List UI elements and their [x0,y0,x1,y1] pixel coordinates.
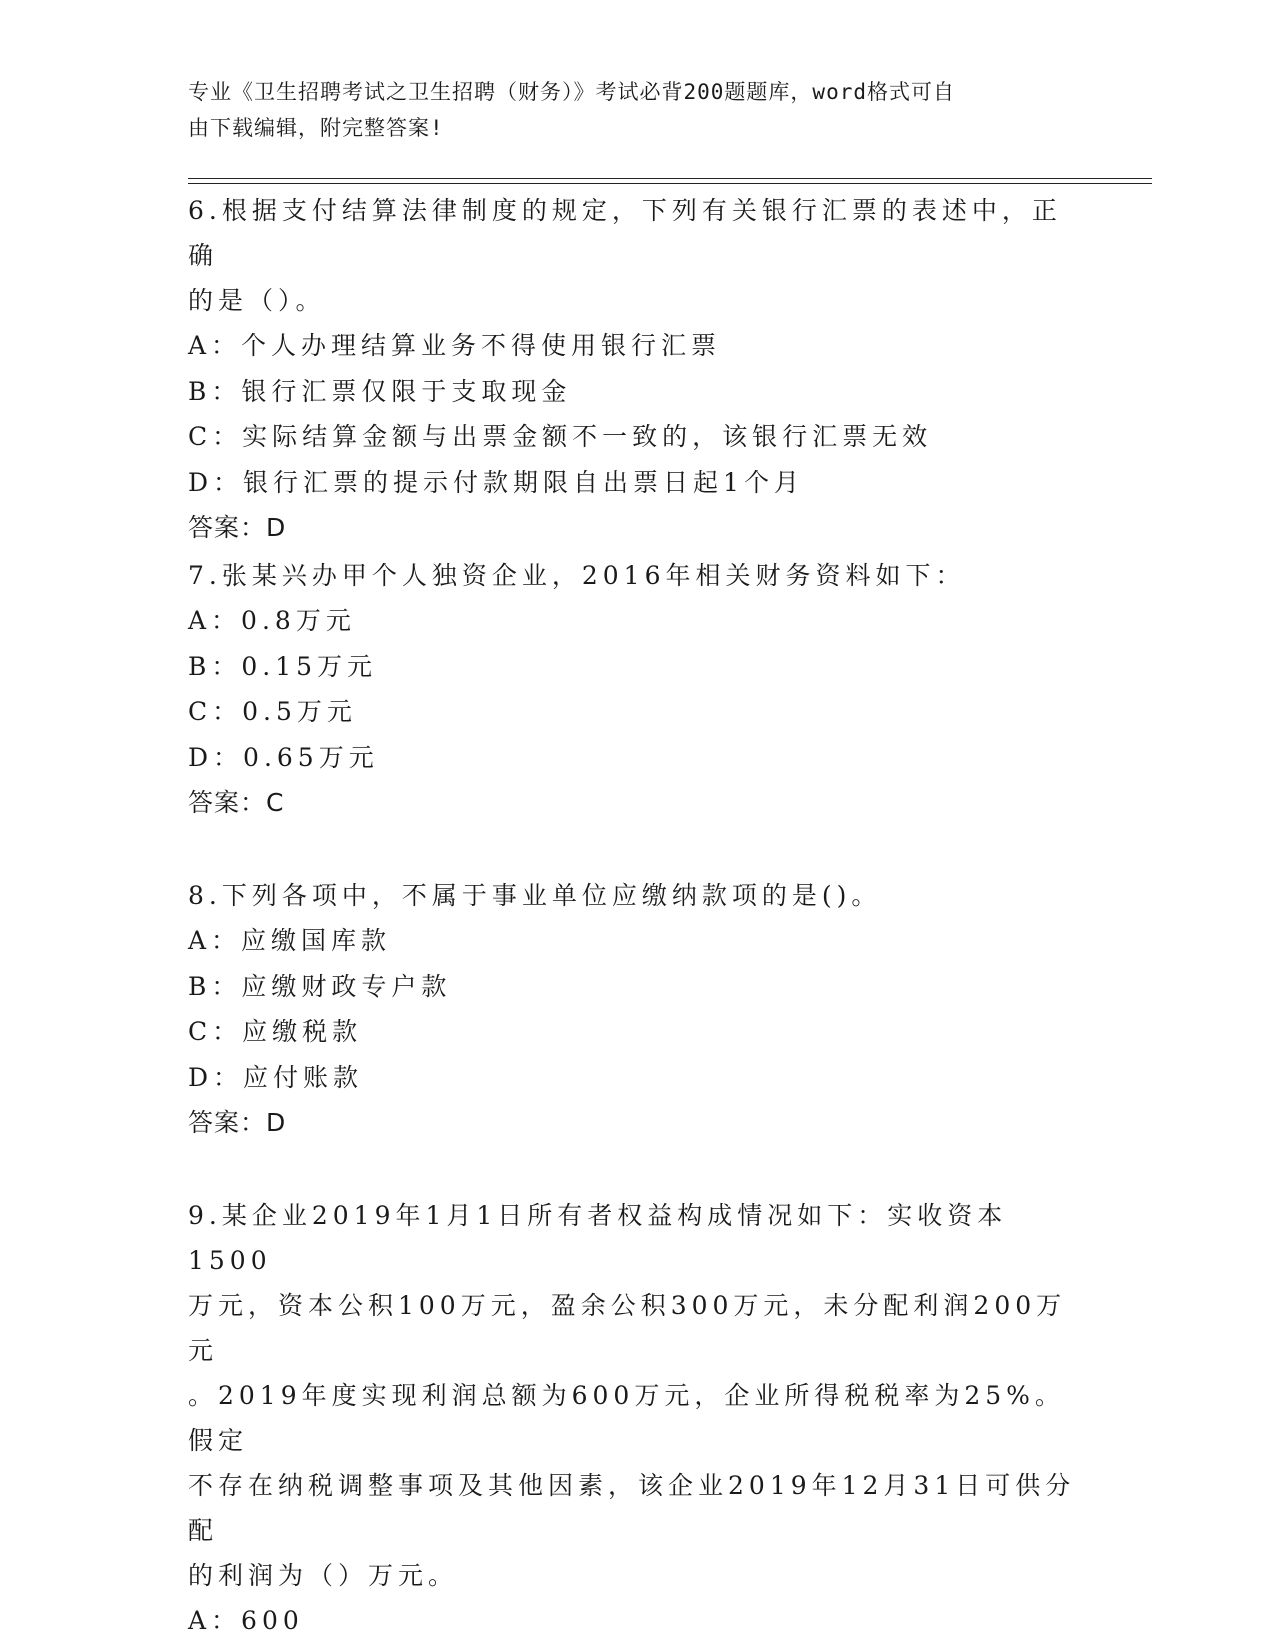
option-a: A：个人办理结算业务不得使用银行汇票 [188,331,722,360]
question-stem-line: 的利润为（）万元。 [188,1561,459,1590]
question-stem-line: 9.某企业2019年1月1日所有者权益构成情况如下：实收资本1500 [188,1201,1008,1275]
answer: 答案：D [188,1108,287,1137]
option-c: C：0.5万元 [188,697,357,726]
question-9 [188,1193,1078,1644]
option-c: C：实际结算金额与出票金额不一致的，该银行汇票无效 [188,422,933,451]
option-d: D：应付账款 [188,1062,364,1092]
option-a: A：600 [188,1606,304,1635]
question-stem-line: 6.根据支付结算法律制度的规定，下列有关银行汇票的表述中，正确 [188,196,1062,270]
header-divider-bottom [188,183,1152,184]
option-c: C：应缴税款 [188,1017,363,1046]
answer: 答案：C [188,788,285,817]
question-stem-line: 万元，资本公积100万元，盈余公积300万元，未分配利润200万元 [188,1291,1067,1365]
option-b: B：应缴财政专户款 [188,971,452,1001]
question-stem-line: 的是（）。 [188,286,326,315]
question-7 [188,553,1078,825]
answer: 答案：D [188,513,287,542]
document-header [188,74,1068,146]
header-line-2: 由下载编辑，附完整答案! [188,116,444,140]
option-d: D：银行汇票的提示付款期限自出票日起1个月 [188,467,804,497]
option-a: A：0.8万元 [188,606,356,635]
option-a: A：应缴国库款 [188,926,392,955]
option-b: B：0.15万元 [188,651,378,681]
option-b: B：银行汇票仅限于支取现金 [188,376,572,406]
question-stem-line: 不存在纳税调整事项及其他因素，该企业2019年12月31日可供分配 [188,1471,1076,1545]
option-d: D：0.65万元 [188,742,379,772]
question-8 [188,873,1078,1145]
header-line-1: 专业《卫生招聘考试之卫生招聘（财务）》考试必背200题题库，word格式可自 [188,80,955,104]
question-stem-line: 8.下列各项中，不属于事业单位应缴纳款项的是()。 [188,881,882,910]
question-6 [188,188,1078,550]
question-stem-line: 7.张某兴办甲个人独资企业，2016年相关财务资料如下： [188,561,966,590]
header-divider-top [188,178,1152,179]
question-stem-line: 。2019年度实现利润总额为600万元，企业所得税税率为25%。假定 [188,1381,1065,1455]
